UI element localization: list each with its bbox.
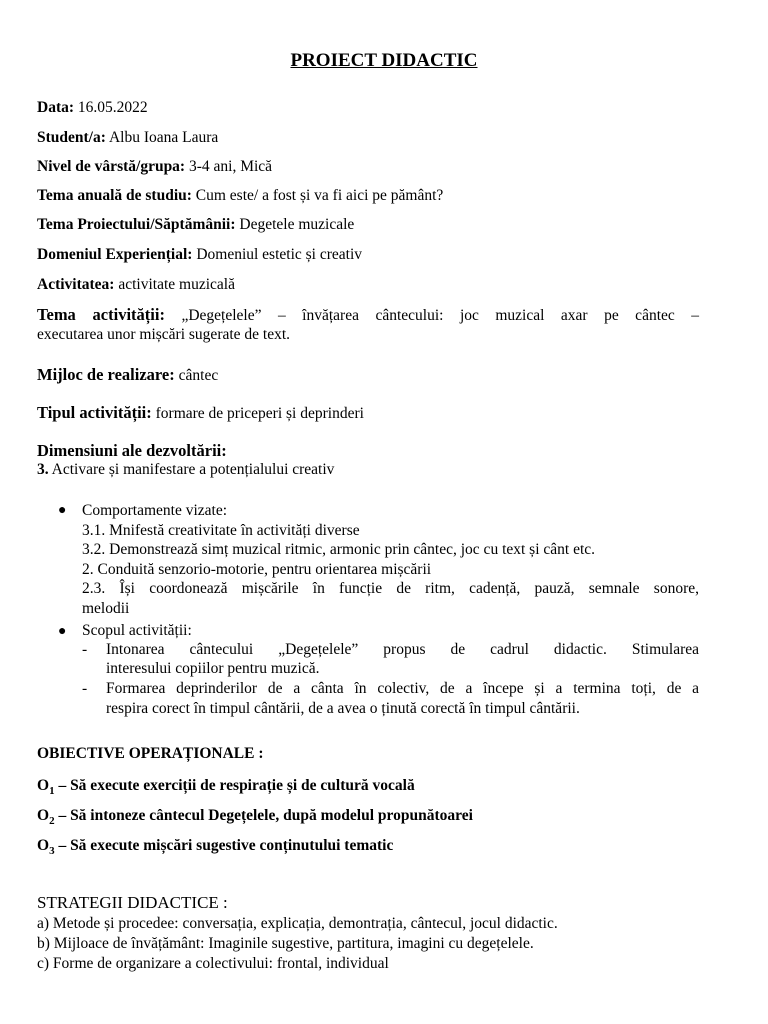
field-label: Tema anuală de studiu: (37, 187, 192, 204)
obiectiv-item: $O_3$ – Să execute mișcări sugestive conținutului tematic (37, 837, 394, 857)
field-value: Cum este/ a fost și va fi aici pe pământ? (195, 187, 444, 204)
field-label: Domeniul Experiențial: (37, 246, 193, 263)
dash-icon: - (82, 680, 88, 697)
field-student (37, 129, 218, 147)
strategie-item: a) Metode și procedee: conversația, explicația, demontrația, cântecul, jocul didactic. (37, 915, 558, 932)
field-value: Degetele muzicale (239, 216, 355, 233)
obiectiv-item: $O_1$ – Să execute exerciții de respirație și de cultură vocală (37, 777, 415, 797)
field-label: Mijloc de realizare: (37, 365, 175, 384)
tema-activitatii-line2: executarea unor mișcări sugerate de text. (37, 326, 291, 343)
scopul-label: Scopul activității: (82, 622, 192, 639)
field-value: formare de priceperi și deprinderi (155, 405, 364, 422)
field-label: Tema Proiectului/Săptămânii: (37, 216, 236, 233)
field-value: activitate muzicală (118, 276, 235, 293)
scop-item-line: Formarea deprinderilor de a cânta în colectiv, de a începe și a termina toți, de a (106, 680, 699, 697)
comportament-item: 3.2. Demonstrează simț muzical ritmic, armonic prin cântec, joc cu text și cânt etc. (82, 541, 596, 558)
strategie-item: c) Forme de organizare a colectivului: frontal, individual (37, 955, 389, 972)
page-title: PROIECT DIDACTIC (290, 50, 478, 71)
field-value: Albu Ioana Laura (108, 129, 219, 146)
strategii-heading: STRATEGII DIDACTICE : (37, 893, 228, 912)
field-tipul (37, 403, 364, 423)
item-text: Activare și manifestare a potențialului creativ (51, 461, 335, 478)
tema-activitatii-line1 (37, 305, 699, 325)
scop-item-line: respira corect în timpul cântării, de a avea o ținută corectă în timpul cântării. (106, 700, 580, 717)
comportament-item: 3.1. Mnifestă creativitate în activități diverse (82, 522, 360, 539)
item-number: 3. (37, 461, 49, 478)
dimensiuni-heading: Dimensiuni ale dezvoltării: (37, 441, 227, 460)
obiective-heading: OBIECTIVE OPERAȚIONALE : (37, 745, 264, 762)
scop-item-line: interesului copiilor pentru muzică. (106, 660, 320, 677)
scop-item-line: Intonarea cântecului „Degețelele” propus de cadrul didactic. Stimularea (106, 641, 699, 658)
field-value: 16.05.2022 (77, 99, 148, 116)
bullet-icon: ● (58, 624, 67, 639)
dimensiuni-item (37, 461, 334, 479)
field-nivel (37, 158, 272, 176)
field-tema-proiect (37, 216, 354, 234)
field-mijloc (37, 365, 218, 385)
field-value: „Degețelele” – învățarea cântecului: joc muzical axar pe cântec – (181, 307, 699, 324)
comportament-item: 2.3. Își coordonează mișcările în funcție de ritm, cadență, pauză, semnale sonore, (82, 580, 699, 597)
field-label: Nivel de vârstă/grupa: (37, 158, 186, 175)
field-value: cântec (178, 367, 219, 384)
strategie-item: b) Mijloace de învățământ: Imaginile sugestive, partitura, imagini cu degețelele. (37, 935, 534, 952)
field-data (37, 99, 148, 117)
dash-icon: - (82, 641, 88, 658)
field-label: Tipul activității: (37, 403, 152, 422)
comportament-item: melodii (82, 600, 130, 617)
field-label: Tema activității: (37, 305, 165, 324)
field-domeniu (37, 246, 362, 264)
obiectiv-item: $O_2$ – Să intoneze cântecul Degețelele, după modelul propunătoarei (37, 807, 473, 827)
field-value: 3-4 ani, Mică (188, 158, 273, 175)
field-label: Student/a: (37, 129, 106, 146)
field-label: Data: (37, 99, 75, 116)
field-tema-anuala (37, 187, 443, 205)
comportament-item: 2. Conduită senzorio-motorie, pentru orientarea mișcării (82, 561, 432, 578)
field-value: Domeniul estetic și creativ (196, 246, 363, 263)
bullet-icon: ● (58, 503, 67, 518)
field-label: Activitatea: (37, 276, 115, 293)
field-activitatea (37, 276, 235, 294)
comportamente-label: Comportamente vizate: (82, 502, 228, 519)
